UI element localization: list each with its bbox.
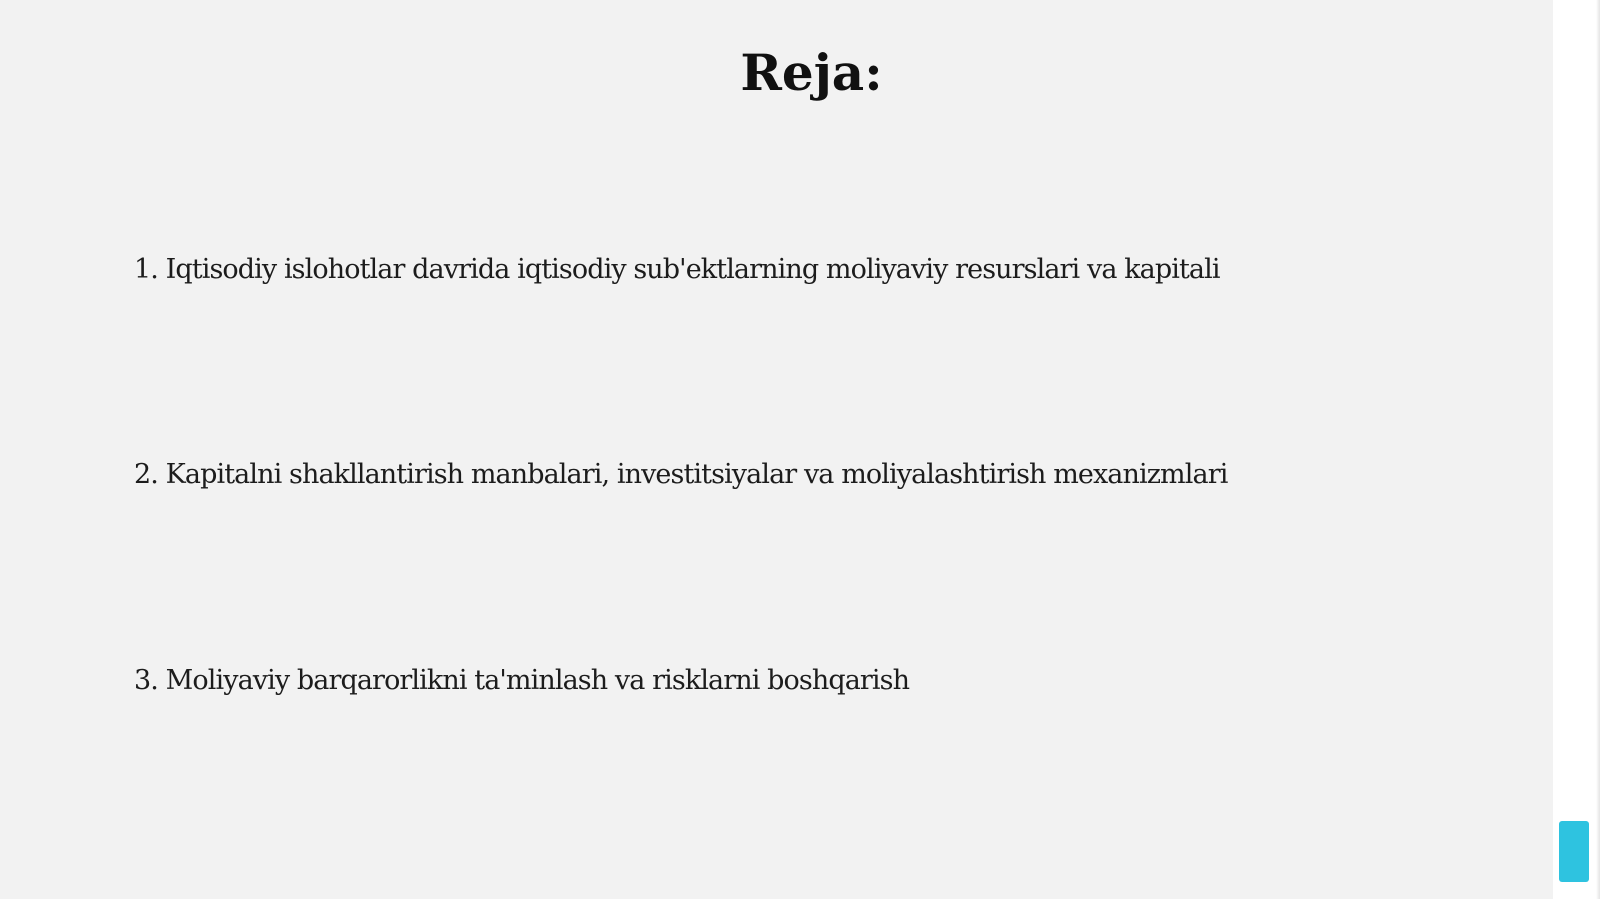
vertical-scrollbar[interactable] — [1553, 0, 1600, 899]
agenda-item-1: 1. Iqtisodiy islohotlar davrida iqtisodiy sub'ektlarning moliyaviy resurslari va kapitali — [134, 254, 1220, 285]
agenda-item-3: 3. Moliyaviy barqarorlikni ta'minlash va risklarni boshqarish — [134, 665, 910, 696]
slide-title: Reja: — [740, 43, 883, 102]
scrollbar-thumb[interactable] — [1559, 821, 1589, 882]
scrollbar-edge — [1596, 0, 1600, 899]
agenda-item-2: 2. Kapitalni shakllantirish manbalari, investitsiyalar va moliyalashtirish mexanizmlari — [134, 459, 1228, 490]
